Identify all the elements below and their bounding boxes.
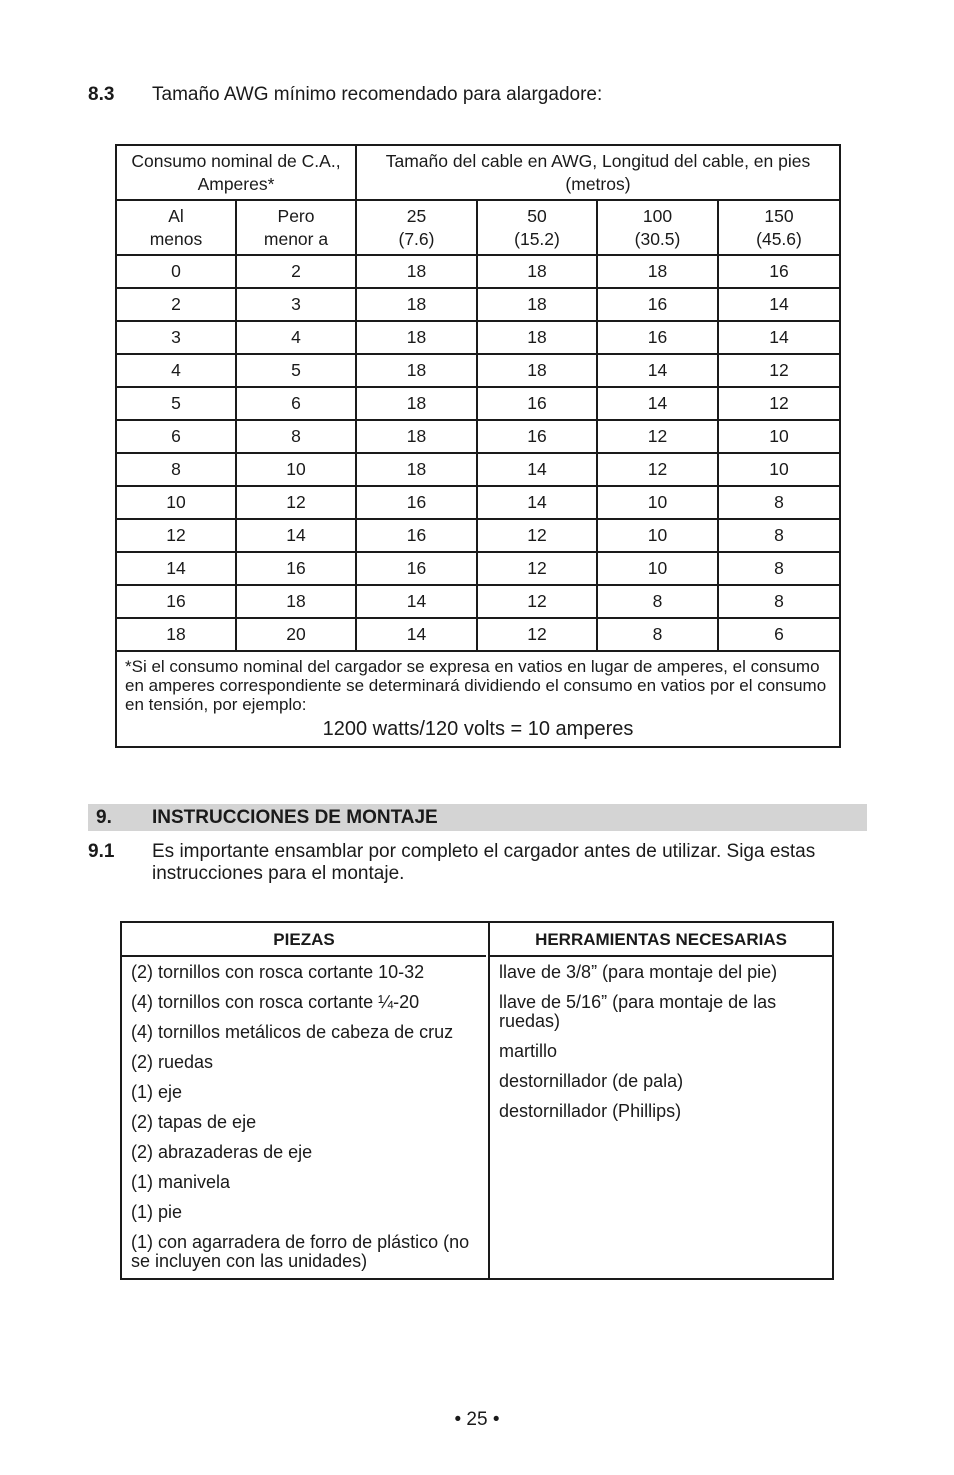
table-cell: 16 — [477, 387, 597, 420]
table-cell: 18 — [477, 288, 597, 321]
table-cell: 6 — [236, 387, 356, 420]
table-cell: 8 — [718, 519, 840, 552]
section-9-banner — [88, 804, 867, 831]
table-cell: 18 — [477, 255, 597, 288]
tool-item: llave de 5/16” (para montaje de las ruedas) — [499, 992, 777, 1031]
table-cell: 14 — [477, 486, 597, 519]
table-row — [116, 321, 840, 354]
table-cell: 16 — [356, 552, 477, 585]
table-cell: 12 — [477, 552, 597, 585]
part-item: (4) tornillos con rosca cortante ¼-20 — [131, 992, 420, 1012]
table-row — [116, 486, 840, 519]
table-row — [116, 519, 840, 552]
table-cell: 16 — [116, 585, 236, 618]
table-cell: 14 — [356, 585, 477, 618]
table-cell: 3 — [116, 321, 236, 354]
table-cell: 18 — [236, 585, 356, 618]
part-item: (2) tornillos con rosca cortante 10-32 — [131, 962, 425, 982]
table-cell: 12 — [236, 486, 356, 519]
parts-column — [122, 923, 486, 1278]
table-cell: 14 — [718, 288, 840, 321]
table-cell: 8 — [718, 552, 840, 585]
part-item: (1) pie — [131, 1202, 183, 1222]
table-cell: 20 — [236, 618, 356, 651]
parts-list — [122, 957, 486, 1271]
subheader-cell: 150 (45.6) — [718, 200, 840, 255]
tool-item: martillo — [499, 1041, 558, 1061]
section-9-1-text: Es importante ensamblar por completo el cargador antes de utilizar. Siga estas instrucciones para el montaje. — [152, 841, 816, 884]
section-8-3-number: 8.3 — [88, 84, 115, 105]
table-cell: 12 — [718, 354, 840, 387]
table-cell: 2 — [116, 288, 236, 321]
parts-tools-table — [120, 921, 834, 1280]
awg-table — [115, 144, 841, 748]
table-cell: 10 — [597, 486, 718, 519]
table-cell: 16 — [356, 519, 477, 552]
table-row — [116, 585, 840, 618]
table-cell: 8 — [236, 420, 356, 453]
table-row — [116, 255, 840, 288]
table-row — [116, 453, 840, 486]
part-item: (1) manivela — [131, 1172, 231, 1192]
table-cell: 8 — [718, 486, 840, 519]
table-cell: 8 — [597, 618, 718, 651]
table-cell: 2 — [236, 255, 356, 288]
section-9-number: 9. — [96, 807, 112, 828]
table-cell: 12 — [718, 387, 840, 420]
table-cell: 18 — [477, 321, 597, 354]
table-cell: 10 — [236, 453, 356, 486]
part-item: (1) eje — [131, 1082, 183, 1102]
table-cell: 12 — [597, 420, 718, 453]
header-rating: Consumo nominal de C.A., Amperes* — [116, 145, 356, 200]
table-cell: 16 — [356, 486, 477, 519]
table-cell: 12 — [597, 453, 718, 486]
table-cell: 6 — [116, 420, 236, 453]
table-cell: 6 — [718, 618, 840, 651]
table-row — [116, 387, 840, 420]
table-cell: 10 — [597, 552, 718, 585]
part-item: (1) con agarradera de forro de plástico (no se incluyen con las unidades) — [131, 1232, 470, 1271]
table-cell: 18 — [116, 618, 236, 651]
table-cell: 10 — [116, 486, 236, 519]
header-size: Tamaño del cable en AWG, Longitud del cable, en pies (metros) — [356, 145, 840, 200]
page-number: • 25 • — [454, 1409, 500, 1430]
table-cell: 12 — [477, 618, 597, 651]
table-cell: 18 — [356, 387, 477, 420]
table-cell: 18 — [597, 255, 718, 288]
table-cell: 12 — [116, 519, 236, 552]
table-cell: 18 — [356, 321, 477, 354]
table-cell: 14 — [236, 519, 356, 552]
section-8-3-title: Tamaño AWG mínimo recomendado para alargadore: — [152, 84, 603, 105]
subheader-cell: 100 (30.5) — [597, 200, 718, 255]
table-cell: 4 — [116, 354, 236, 387]
table-cell: 4 — [236, 321, 356, 354]
tools-header: HERRAMIENTAS NECESARIAS — [490, 923, 832, 957]
table-cell: 18 — [356, 354, 477, 387]
table-cell: 12 — [477, 585, 597, 618]
note-example: 1200 watts/120 volts = 10 amperes — [322, 718, 634, 740]
table-cell: 10 — [718, 453, 840, 486]
table-note — [116, 651, 840, 747]
table-cell: 0 — [116, 255, 236, 288]
subheader-cell: 25 (7.6) — [356, 200, 477, 255]
note-text: *Si el consumo nominal del cargador se expresa en vatios en lugar de amperes, el consumo en amperes correspondiente se determinará dividiendo el consumo en vatios por el consumo en tensión, por ejemplo: — [125, 657, 827, 714]
table-cell: 5 — [236, 354, 356, 387]
section-9-title: INSTRUCCIONES DE MONTAJE — [152, 807, 438, 828]
table-cell: 8 — [718, 585, 840, 618]
table-cell: 14 — [356, 618, 477, 651]
table-row — [116, 354, 840, 387]
table-row — [116, 552, 840, 585]
tools-column — [488, 923, 832, 1278]
part-item: (2) abrazaderas de eje — [131, 1142, 313, 1162]
table-cell: 18 — [356, 288, 477, 321]
part-item: (2) tapas de eje — [131, 1112, 257, 1132]
table-row — [116, 288, 840, 321]
table-cell: 14 — [597, 354, 718, 387]
table-cell: 14 — [116, 552, 236, 585]
tool-item: destornillador (Phillips) — [499, 1101, 682, 1121]
subheader-cell: Al menos — [116, 200, 236, 255]
table-cell: 18 — [356, 255, 477, 288]
table-cell: 14 — [718, 321, 840, 354]
subheader-cell: 50 (15.2) — [477, 200, 597, 255]
table-cell: 16 — [718, 255, 840, 288]
table-cell: 18 — [356, 453, 477, 486]
table-cell: 8 — [597, 585, 718, 618]
table-cell: 14 — [597, 387, 718, 420]
parts-header: PIEZAS — [122, 923, 486, 957]
table-cell: 18 — [477, 354, 597, 387]
table-cell: 16 — [597, 288, 718, 321]
table-cell: 12 — [477, 519, 597, 552]
table-cell: 5 — [116, 387, 236, 420]
tools-list — [490, 957, 832, 1121]
table-cell: 14 — [477, 453, 597, 486]
table-row — [116, 420, 840, 453]
table-cell: 16 — [477, 420, 597, 453]
tool-item: llave de 3/8” (para montaje del pie) — [499, 962, 778, 982]
table-cell: 3 — [236, 288, 356, 321]
table-cell: 8 — [116, 453, 236, 486]
table-cell: 18 — [356, 420, 477, 453]
table-row — [116, 618, 840, 651]
table-cell: 10 — [718, 420, 840, 453]
table-cell: 16 — [236, 552, 356, 585]
tool-item: destornillador (de pala) — [499, 1071, 684, 1091]
part-item: (4) tornillos metálicos de cabeza de cruz — [131, 1022, 454, 1042]
subheader-cell: Pero menor a — [236, 200, 356, 255]
part-item: (2) ruedas — [131, 1052, 214, 1072]
section-9-1-number: 9.1 — [88, 841, 115, 862]
table-cell: 16 — [597, 321, 718, 354]
table-cell: 10 — [597, 519, 718, 552]
